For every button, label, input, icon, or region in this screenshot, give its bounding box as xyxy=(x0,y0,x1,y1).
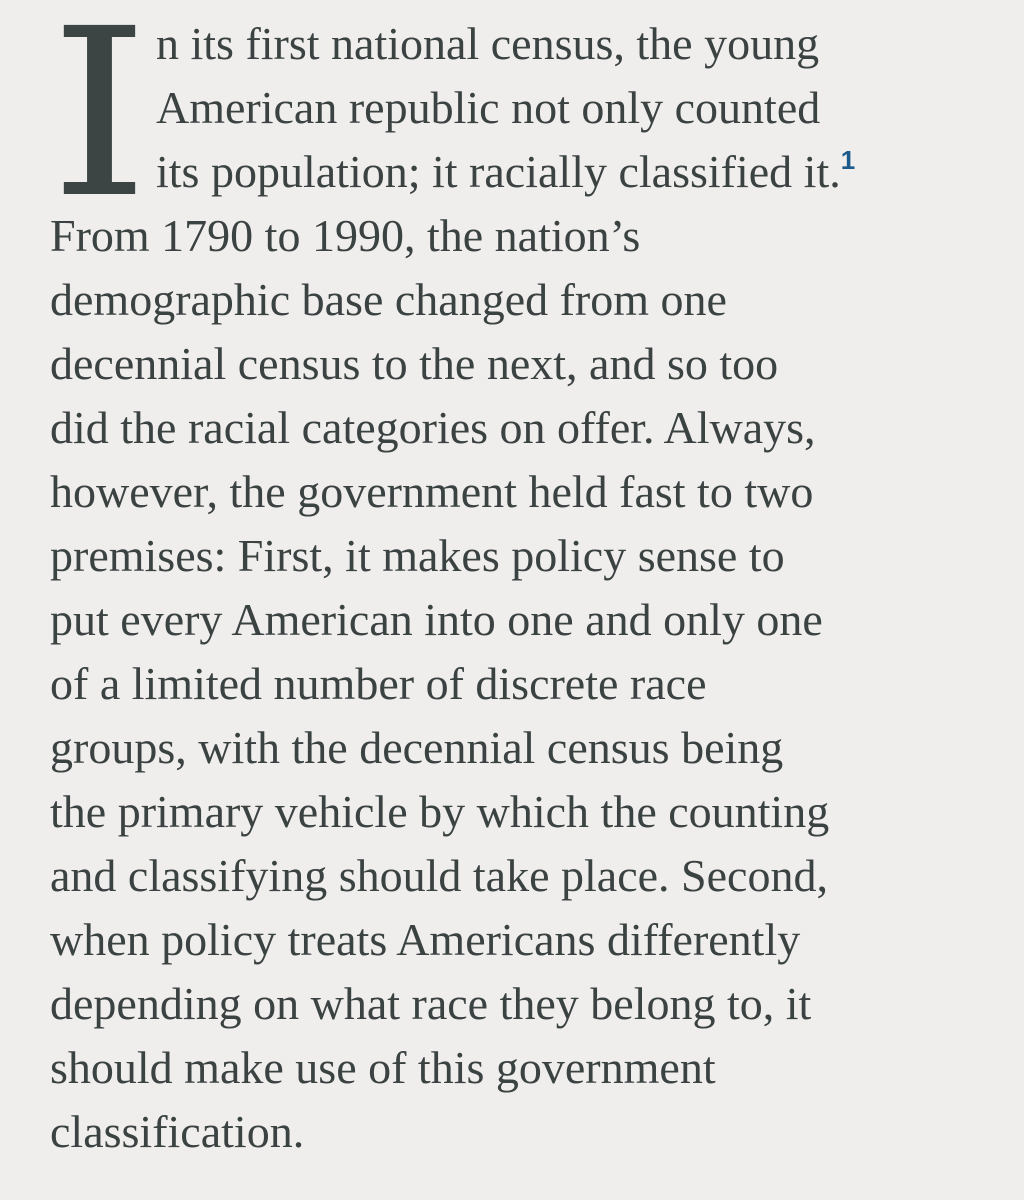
text-line xyxy=(156,140,855,204)
text-line: From 1790 to 1990, the nation’s xyxy=(50,210,641,261)
text-line: and classifying should take place. Second, xyxy=(50,850,828,901)
text-line: classification. xyxy=(50,1106,305,1157)
text-line: of a limited number of discrete race xyxy=(50,658,707,709)
text-line: put every American into one and only one xyxy=(50,594,823,645)
text-line: the primary vehicle by which the counting xyxy=(50,786,830,837)
text-line: demographic base changed from one xyxy=(50,274,727,325)
text-line: when policy treats Americans differently xyxy=(50,914,801,965)
text-line: however, the government held fast to two xyxy=(50,466,814,517)
text-line: premises: First, it makes policy sense to xyxy=(50,530,785,581)
drop-cap: I xyxy=(50,0,149,249)
text-line: American republic not only counted xyxy=(156,82,821,133)
article-body xyxy=(50,0,980,1200)
text-line: n its first national census, the young xyxy=(156,18,820,69)
text-line: groups, with the decennial census being xyxy=(50,722,784,773)
text-line: should make use of this government xyxy=(50,1042,716,1093)
text-line: did the racial categories on offer. Always, xyxy=(50,402,816,453)
footnote-link[interactable]: 1 xyxy=(840,144,856,175)
text-line: depending on what race they belong to, it xyxy=(50,978,812,1029)
text-line: decennial census to the next, and so too xyxy=(50,338,779,389)
text-line-content: its population; it racially classified it. xyxy=(156,146,841,197)
